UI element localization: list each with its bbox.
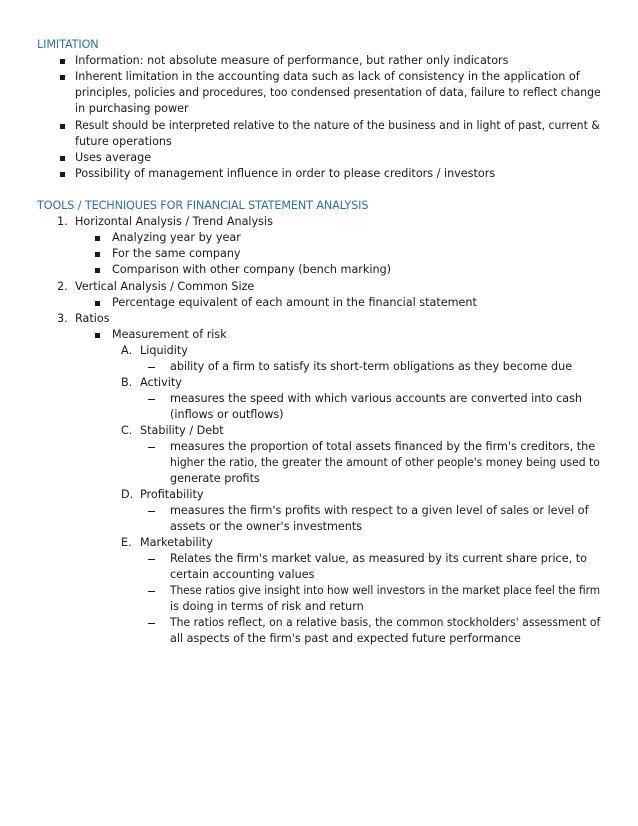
- ratio-letter: D.: [121, 488, 134, 501]
- bullet-icon: [95, 252, 100, 257]
- bullet-icon: [95, 333, 100, 338]
- liquidity-point-1: ability of a firm to satisfy its short-term obligations as they become due: [170, 360, 573, 373]
- limitation-item-1: Information: not absolute measure of performance, but rather only indicators: [75, 54, 509, 67]
- ratio-letter: A.: [121, 344, 133, 357]
- activity-point-1-line-1: measures the speed with which various accounts are converted into cash: [170, 392, 583, 405]
- marketability-point-2-line-2: is doing in terms of risk and return: [170, 600, 364, 613]
- ratio-name-marketability: Marketability: [140, 536, 213, 549]
- ratio-name-activity: Activity: [140, 376, 182, 389]
- limitation-item-2-line-1: Inherent limitation in the accounting data such as lack of consistency in the application of: [75, 70, 580, 83]
- dash-icon: [148, 623, 155, 624]
- section-title-ratios: Ratios: [75, 312, 110, 325]
- dash-icon: [148, 399, 155, 400]
- stability-point-1-line-1: measures the proportion of total assets financed by the firm's creditors, the: [170, 440, 596, 453]
- limitation-item-3-line-1: Result should be interpreted relative to the nature of the business and in light of past, current &: [75, 119, 600, 132]
- profitability-point-1-line-1: measures the firm's profits with respect to a given level of sales or level of: [170, 504, 589, 517]
- stability-point-1-line-2: higher the ratio, the greater the amount of other people's money being used to: [170, 456, 600, 469]
- marketability-point-1-line-1: Relates the firm's market value, as measured by its current share price, to: [170, 552, 587, 565]
- horizontal-bullet-2: For the same company: [112, 247, 241, 260]
- profitability-point-1-line-2: assets or the owner's investments: [170, 520, 363, 533]
- bullet-icon: [60, 59, 65, 64]
- ratio-name-profitability: Profitability: [140, 488, 204, 501]
- tools-heading: TOOLS / TECHNIQUES FOR FINANCIAL STATEMENT ANALYSIS: [37, 199, 369, 212]
- dash-icon: [148, 559, 155, 560]
- ratio-letter: E.: [121, 536, 132, 549]
- horizontal-bullet-3: Comparison with other company (bench marking): [112, 263, 392, 276]
- bullet-icon: [60, 124, 65, 129]
- dash-icon: [148, 447, 155, 448]
- marketability-point-2-line-1: These ratios give insight into how well investors in the market place feel the firm: [170, 584, 601, 597]
- section-number: 3.: [57, 312, 68, 325]
- limitation-heading: LIMITATION: [37, 38, 99, 51]
- dash-icon: [148, 511, 155, 512]
- marketability-point-3-line-1: The ratios reflect, on a relative basis, the common stockholders' assessment of: [170, 616, 601, 629]
- section-number: 2.: [57, 280, 68, 293]
- ratios-bullet-1: Measurement of risk: [112, 328, 227, 341]
- dash-icon: [148, 367, 155, 368]
- vertical-bullet-1: Percentage equivalent of each amount in the financial statement: [112, 296, 477, 309]
- limitation-item-3-line-2: future operations: [75, 135, 172, 148]
- limitation-item-2-line-3: in purchasing power: [75, 102, 189, 115]
- bullet-icon: [60, 156, 65, 161]
- bullet-icon: [95, 236, 100, 241]
- marketability-point-3-line-2: all aspects of the firm's past and expected future performance: [170, 632, 521, 645]
- bullet-icon: [60, 172, 65, 177]
- limitation-item-5: Possibility of management influence in order to please creditors / investors: [75, 167, 496, 180]
- ratio-name-stability: Stability / Debt: [140, 424, 224, 437]
- limitation-item-2-line-2: principles, policies and procedures, too condensed presentation of data, failure to reflect change: [75, 86, 601, 99]
- section-title-horizontal: Horizontal Analysis / Trend Analysis: [75, 215, 273, 228]
- section-title-vertical: Vertical Analysis / Common Size: [75, 280, 255, 293]
- dash-icon: [148, 591, 155, 592]
- section-number: 1.: [57, 215, 68, 228]
- ratio-letter: B.: [121, 376, 133, 389]
- ratio-name-liquidity: Liquidity: [140, 344, 188, 357]
- stability-point-1-line-3: generate profits: [170, 472, 260, 485]
- marketability-point-1-line-2: certain accounting values: [170, 568, 315, 581]
- limitation-item-4: Uses average: [75, 151, 152, 164]
- bullet-icon: [95, 268, 100, 273]
- horizontal-bullet-1: Analyzing year by year: [112, 231, 241, 244]
- ratio-letter: C.: [121, 424, 133, 437]
- bullet-icon: [60, 75, 65, 80]
- bullet-icon: [95, 301, 100, 306]
- activity-point-1-line-2: (inflows or outflows): [170, 408, 284, 421]
